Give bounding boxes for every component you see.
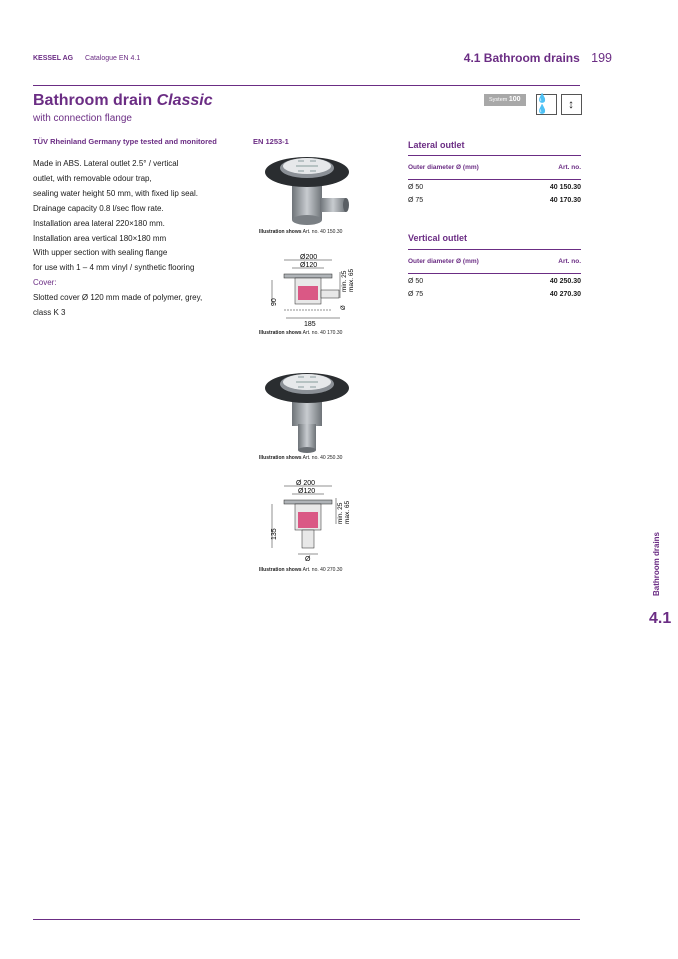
caption-prefix: Illustration shows [259,455,302,461]
table-row [408,197,581,204]
lateral-table-divider [408,155,581,156]
dim-width: 185 [304,321,316,328]
product-subtitle: with connection flange [33,113,132,124]
description-line: outlet, with removable odour trap, [33,173,152,183]
dim-min: min. 25 [341,270,348,292]
description-line: Installation area lateral 220×180 mm. [33,218,165,228]
figure-caption [259,330,342,336]
lateral-table-divider [408,179,581,180]
dim-max: max. 65 [344,500,351,524]
side-tab-number: 4.1 [649,610,672,627]
cover-line: Slotted cover Ø 120 mm made of polymer, grey, [33,293,203,303]
dim-outlet: Ø [341,305,347,310]
up-down-arrow-icon: ↕ [561,94,582,115]
system-badge-prefix: System [489,97,508,103]
vertical-table-header [408,258,581,265]
caption-prefix: Illustration shows [259,330,302,336]
product-title-italic: Classic [156,92,213,109]
description-line: Made in ABS. Lateral outlet 2.5° / vertical [33,159,179,168]
product-description [33,157,248,321]
brand-name: KESSEL AG [33,55,74,62]
col-art-no: Art. no. [558,164,581,171]
col-diameter: Outer diameter Ø (mm) [408,258,479,265]
dim-min: min. 25 [337,502,344,524]
side-tab-label: Bathroom drains [652,531,661,596]
description-line: Drainage capacity 0.8 l/sec flow rate. [33,203,164,213]
dim-d200: Ø200 [300,254,318,261]
system-badge [484,94,526,106]
lateral-dimension-drawing [262,252,362,328]
header-left [33,55,140,62]
dim-height: 135 [271,528,278,540]
catalogue-label: Catalogue EN 4.1 [85,55,141,62]
footer-divider [33,919,580,920]
dim-outlet: Ø [305,556,311,563]
description-line: With upper section with sealing flange [33,248,168,258]
description-line: for use with 1 – 4 mm vinyl / synthetic flooring [33,263,195,273]
vertical-dimension-drawing [262,478,362,564]
dim-d120: Ø120 [298,488,316,495]
col-diameter: Outer diameter Ø (mm) [408,164,479,171]
dim-max: max. 65 [348,268,355,292]
vertical-table-title: Vertical outlet [408,233,468,243]
caption-art-no: Art. no. 40 250.30 [302,455,343,461]
table-row [408,278,581,285]
figure-caption [259,455,342,461]
col-art-no: Art. no. [558,258,581,265]
page-number: 199 [591,51,612,65]
row-art-no: 40 250.30 [549,278,581,285]
table-row [408,184,581,191]
row-art-no: 40 270.30 [549,291,581,298]
row-diameter: Ø 50 [408,278,424,285]
lateral-drain-photo [262,152,352,228]
row-diameter: Ø 50 [408,184,424,191]
cover-label: Cover: [33,278,57,288]
caption-prefix: Illustration shows [259,229,302,235]
header-divider [33,85,580,86]
caption-art-no: Art. no. 40 170.30 [302,330,343,336]
description-line: sealing water height 50 mm, with fixed lip seal. [33,188,198,198]
figure-caption [259,567,342,573]
water-drops-icon: 💧💧 [536,94,557,115]
caption-art-no: Art. no. 40 150.30 [302,229,343,235]
lateral-table-header [408,164,581,171]
product-title-main: Bathroom drain [33,92,153,109]
lateral-table-title: Lateral outlet [408,140,465,150]
row-diameter: Ø 75 [408,291,424,298]
table-row [408,291,581,298]
dim-height: 90 [271,298,278,306]
cover-line: class K 3 [33,308,66,318]
certification-text: TÜV Rheinland Germany type tested and monitored [33,137,217,146]
row-art-no: 40 150.30 [549,184,581,191]
caption-prefix: Illustration shows [259,567,302,573]
row-art-no: 40 170.30 [549,197,581,204]
figure-caption [259,229,342,235]
description-line: Installation area vertical 180×180 mm [33,233,167,243]
row-diameter: Ø 75 [408,197,424,204]
vertical-table-divider [408,273,581,274]
standard-text: EN 1253-1 [253,137,289,146]
dim-d200: Ø 200 [296,480,316,487]
product-title [33,92,213,110]
feature-badges [484,93,582,115]
vertical-table-divider [408,249,581,250]
vertical-drain-photo [262,368,352,454]
header-right [464,51,612,65]
caption-art-no: Art. no. 40 270.30 [302,567,343,573]
section-title: 4.1 Bathroom drains [463,51,580,65]
system-badge-value: 100 [508,96,521,103]
dim-d120: Ø120 [300,262,318,269]
